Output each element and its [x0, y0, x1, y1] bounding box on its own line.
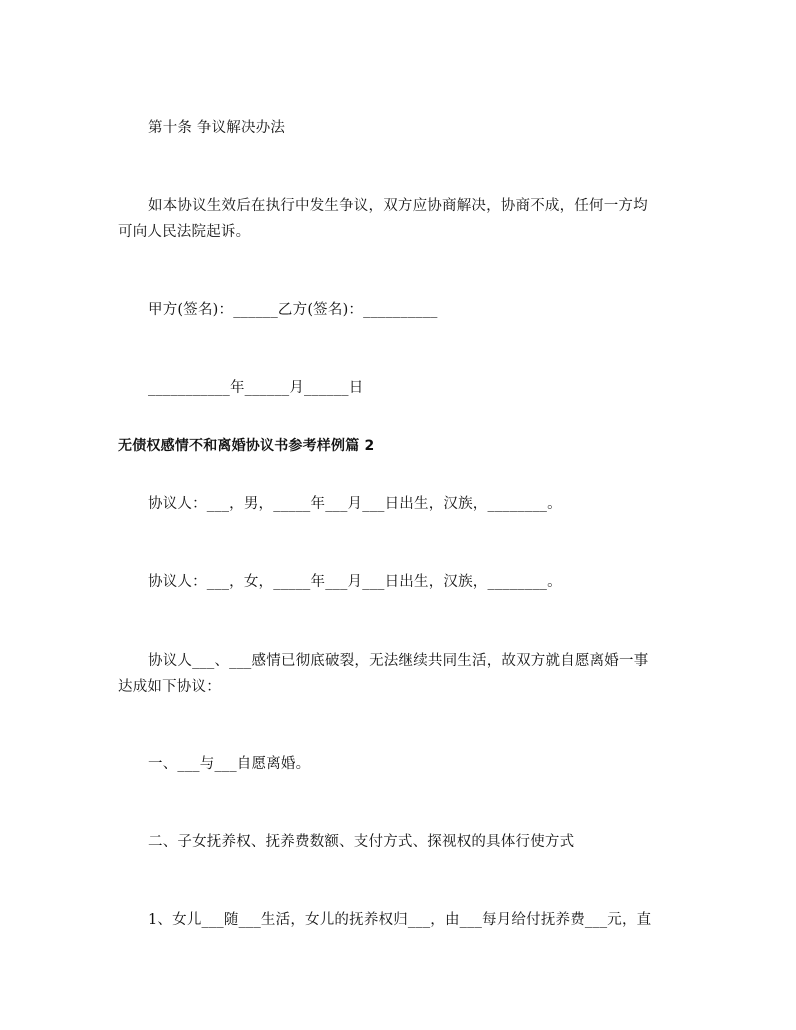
article-10-heading: 第十条 争议解决办法	[148, 120, 286, 136]
article-10-body-line-2: 可向人民法院起诉。	[118, 224, 251, 240]
clause-1: 一、___与___自愿离婚。	[148, 756, 311, 772]
clause-2: 二、子女抚养权、抚养费数额、支付方式、探视权的具体行使方式	[148, 834, 575, 850]
intro-line-1: 协议人___、___感情已彻底破裂，无法继续共同生活，故双方就自愿离婚一事	[148, 653, 649, 669]
party-2-line: 协议人：___，女，_____年___月___日出生，汉族，________。	[148, 574, 562, 590]
clause-2-item-1: 1、女儿___随___生活，女儿的抚养权归___，由___每月给付抚养费___元，直	[148, 912, 652, 928]
party-1-line: 协议人：___，男，_____年___月___日出生，汉族，________。	[148, 496, 562, 512]
date-line: ___________年______月______日	[148, 380, 364, 396]
section-title: 无债权感情不和离婚协议书参考样例篇 2	[118, 438, 375, 454]
signature-line: 甲方(签名)：______乙方(签名)：__________	[148, 302, 438, 318]
intro-line-2: 达成如下协议：	[118, 679, 221, 695]
article-10-body-line-1: 如本协议生效后在执行中发生争议，双方应协商解决，协商不成，任何一方均	[148, 198, 648, 214]
